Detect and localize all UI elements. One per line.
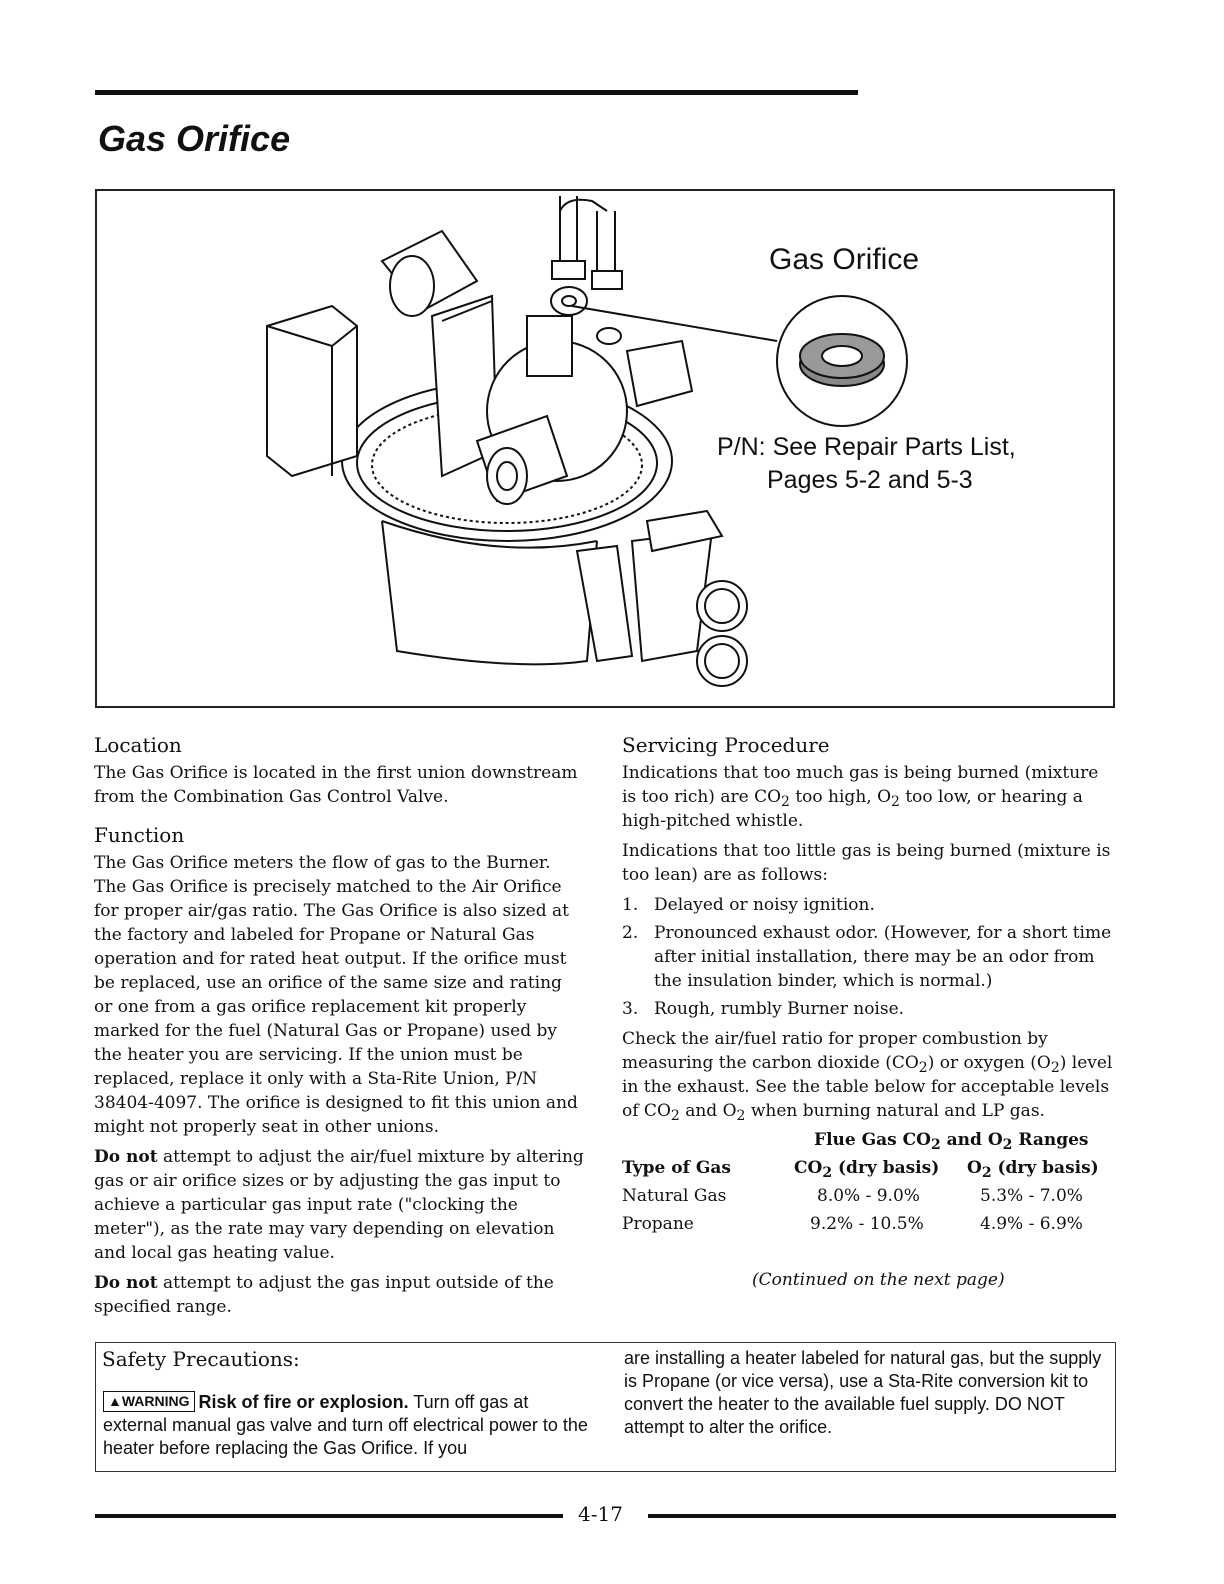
function-paragraph-2: Do not attempt to adjust the air/fuel mixture by altering gas or air orifice sizes or by adjusting the gas input to achieve a particular gas input rate ("clocking the meter"), as the rate may vary depending on elevation and local gas heating value. bbox=[94, 1147, 584, 1263]
function-heading: Function bbox=[94, 823, 185, 847]
table-cell: 5.3% - 7.0% bbox=[980, 1186, 1083, 1206]
table-cell: Natural Gas bbox=[622, 1186, 727, 1206]
do-not-label: Do not bbox=[94, 1147, 158, 1167]
figure-box bbox=[95, 189, 1115, 708]
col-header-o2: $O_2$ (dry basis) bbox=[967, 1158, 1099, 1181]
bottom-rule-right bbox=[648, 1514, 1116, 1518]
safety-heading: Safety Precautions: bbox=[102, 1347, 300, 1371]
rich-mixture-text: Indications that too much gas is being burned (mixture is too rich) are $CO_2$ too high, $O_2$ too low, or hearing a high-pitched whistle. bbox=[622, 763, 1099, 831]
lean-indications-list bbox=[622, 893, 1117, 1021]
col-header-co2: $CO_2$ (dry basis) bbox=[794, 1158, 940, 1181]
left-column bbox=[94, 733, 584, 1325]
list-item: 2. Pronounced exhaust odor. (However, for a short time after initial installation, there may be an odor from the insulation binder, which is normal.) bbox=[622, 923, 1112, 991]
servicing-heading: Servicing Procedure bbox=[622, 733, 830, 757]
warning-badge: ▲WARNING bbox=[103, 1391, 195, 1412]
part-number-line2: Pages 5-2 and 5-3 bbox=[767, 466, 973, 494]
table-cell: Propane bbox=[622, 1214, 694, 1234]
table-cell: 9.2% - 10.5% bbox=[810, 1214, 924, 1234]
top-rule bbox=[95, 90, 858, 95]
location-heading: Location bbox=[94, 733, 182, 757]
bottom-rule-left bbox=[95, 1514, 563, 1518]
continued-note: (Continued on the next page) bbox=[752, 1270, 1005, 1290]
warning-triangle-icon: ▲ bbox=[108, 1393, 122, 1409]
table-caption: Flue Gas $CO_2$ and $O_2$ Ranges bbox=[814, 1130, 1089, 1153]
page-title: Gas Orifice bbox=[98, 118, 291, 159]
table-cell: 8.0% - 9.0% bbox=[817, 1186, 920, 1206]
safety-text-right: are installing a heater labeled for natural gas, but the supply is Propane (or vice versa), use a Sta-Rite conversion kit to convert the heater to the available fuel supply. DO NOT attempt to alter the orifice. bbox=[624, 1348, 1102, 1437]
do-not-label: Do not bbox=[94, 1273, 158, 1293]
function-paragraph-1: The Gas Orifice meters the flow of gas to the Burner. The Gas Orifice is precisely matched to the Air Orifice for proper air/gas ratio. The Gas Orifice is also sized at the factory and labeled for Propane or Natural Gas operation and for rated heat output. If the orifice must be replaced, use an orifice of the same size and rating or one from a gas orifice replacement kit properly marked for the fuel (Natural Gas or Propane) used by the heater you are servicing. If the union must be replaced, replace it only with a Sta-Rite Union, P/N 38404-4097. The orifice is designed to fit this union and might not properly seat in other unions. bbox=[94, 853, 578, 1137]
table-cell: 4.9% - 6.9% bbox=[980, 1214, 1083, 1234]
lean-mixture-intro: Indications that too little gas is being burned (mixture is too lean) are as follows: bbox=[622, 841, 1111, 885]
function-paragraph-3: Do not attempt to adjust the gas input outside of the specified range. bbox=[94, 1273, 554, 1317]
part-number-line1: P/N: See Repair Parts List, bbox=[717, 433, 1016, 461]
part-number-label bbox=[717, 431, 1057, 497]
list-item: 3. Rough, rumbly Burner noise. bbox=[622, 999, 905, 1019]
gas-orifice-magnified bbox=[800, 334, 884, 386]
safety-precautions-box bbox=[95, 1342, 1116, 1472]
list-item: 1. Delayed or noisy ignition. bbox=[622, 895, 875, 915]
safety-text-left: ▲WARNING Risk of fire or explosion. Turn off gas at external manual gas valve and turn off electrical power to the heater before replacing the Gas Orifice. If you bbox=[103, 1392, 588, 1458]
check-ratio-text: Check the air/fuel ratio for proper combustion by measuring the carbon dioxide $(CO_2)$ or oxygen $(O_2)$ level in the exhaust. See the table below for acceptable levels of $CO_2$ and $O_2$ when burning natural and LP gas. bbox=[622, 1029, 1113, 1124]
page-number: 4-17 bbox=[578, 1502, 623, 1526]
right-column bbox=[622, 733, 1117, 1129]
figure-title: Gas Orifice bbox=[769, 243, 920, 276]
col-header-type: Type of Gas bbox=[622, 1158, 731, 1178]
location-text: The Gas Orifice is located in the first union downstream from the Combination Gas Control Valve. bbox=[94, 763, 578, 807]
